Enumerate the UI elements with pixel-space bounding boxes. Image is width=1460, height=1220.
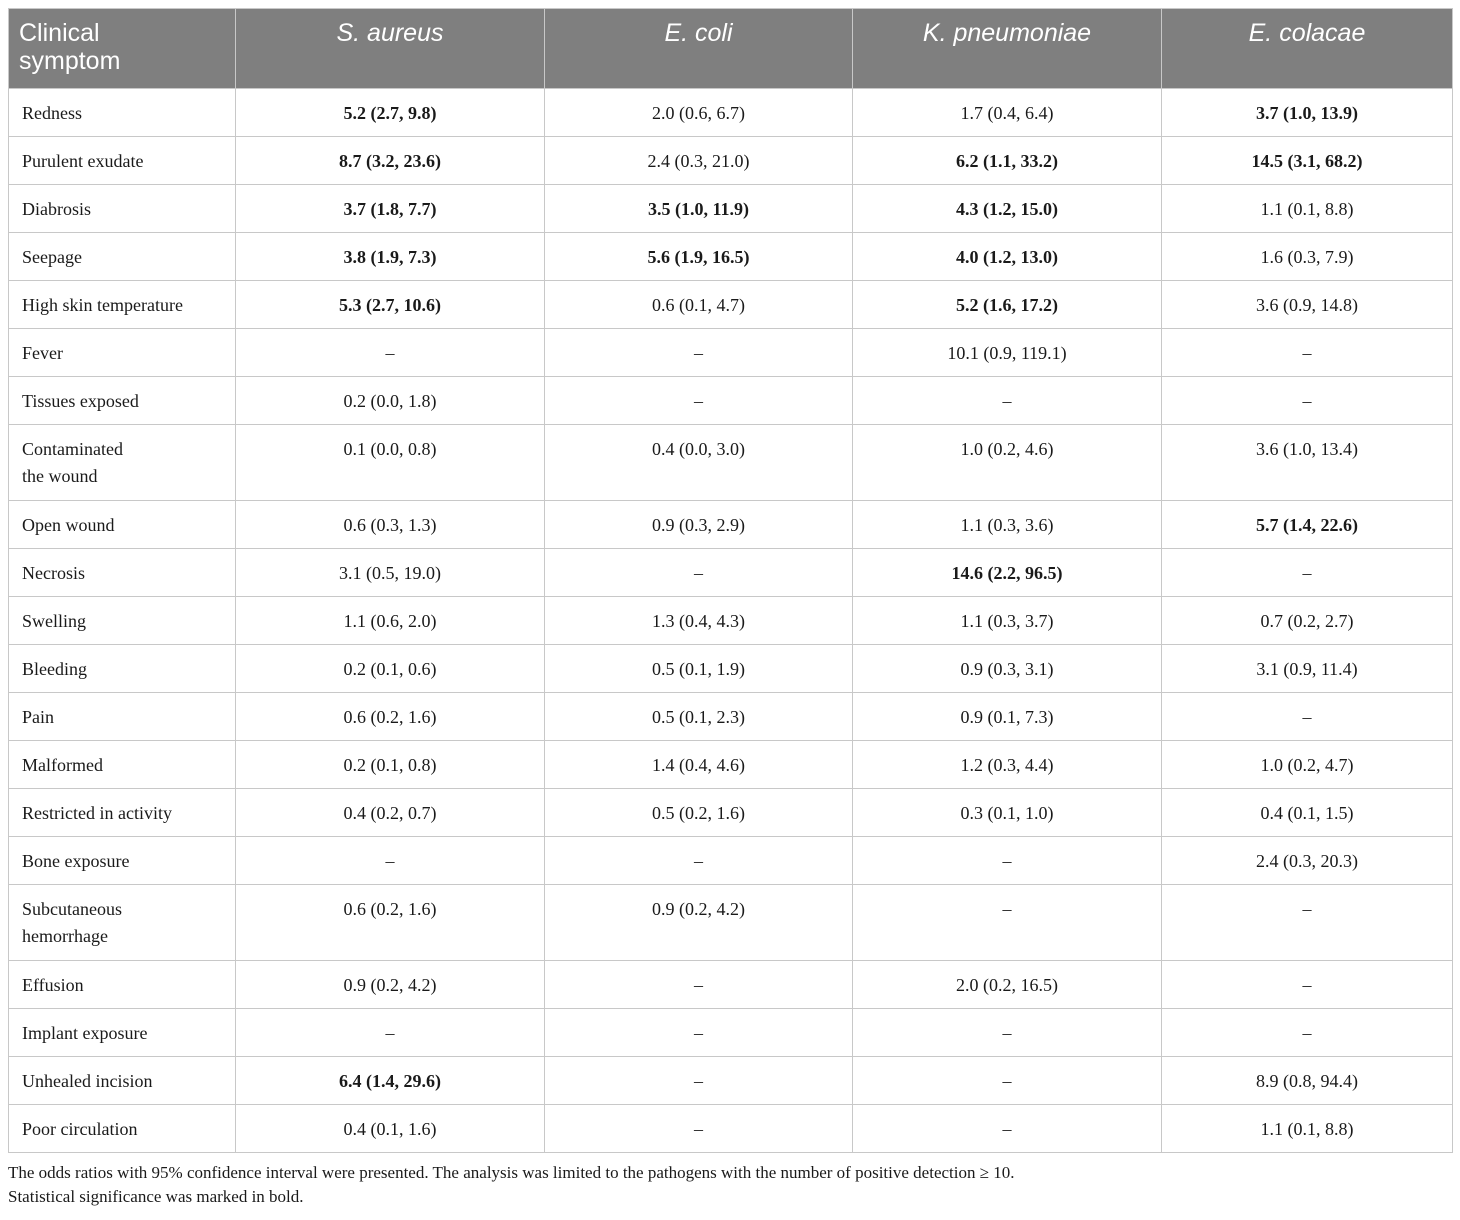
table-header	[9, 9, 1453, 89]
odds-ratio-cell: –	[1162, 329, 1453, 377]
odds-ratio-cell: –	[545, 961, 853, 1009]
odds-ratio-cell: 1.7 (0.4, 6.4)	[853, 89, 1162, 137]
odds-ratio-cell: 5.7 (1.4, 22.6)	[1162, 501, 1453, 549]
symptom-label: Poor circulation	[9, 1105, 236, 1153]
odds-ratio-cell: –	[1162, 377, 1453, 425]
table-row	[9, 425, 1453, 501]
header-k-pneumoniae-label: K. pneumoniae	[922, 19, 1092, 47]
odds-ratio-cell: 0.3 (0.1, 1.0)	[853, 789, 1162, 837]
table-row	[9, 281, 1453, 329]
odds-ratio-cell: 0.9 (0.2, 4.2)	[236, 961, 545, 1009]
odds-ratio-cell: 0.5 (0.1, 2.3)	[545, 693, 853, 741]
symptom-label: Implant exposure	[9, 1009, 236, 1057]
symptom-label: Subcutaneous hemorrhage	[9, 885, 236, 961]
header-e-colacae	[1162, 9, 1453, 89]
odds-ratio-cell: 2.4 (0.3, 20.3)	[1162, 837, 1453, 885]
odds-ratio-cell: 0.2 (0.1, 0.8)	[236, 741, 545, 789]
odds-ratio-cell: 6.2 (1.1, 33.2)	[853, 137, 1162, 185]
table-row	[9, 233, 1453, 281]
odds-ratio-cell: –	[545, 1057, 853, 1105]
odds-ratio-cell: –	[236, 1009, 545, 1057]
header-k-pneumoniae	[853, 9, 1162, 89]
odds-ratio-cell: 5.3 (2.7, 10.6)	[236, 281, 545, 329]
odds-ratio-cell: –	[1162, 961, 1453, 1009]
odds-ratio-cell: 0.7 (0.2, 2.7)	[1162, 597, 1453, 645]
odds-ratio-cell: –	[545, 549, 853, 597]
odds-ratio-cell: 1.1 (0.6, 2.0)	[236, 597, 545, 645]
odds-ratio-cell: –	[545, 377, 853, 425]
table-row	[9, 741, 1453, 789]
odds-ratio-cell: –	[545, 1009, 853, 1057]
odds-ratio-cell: 1.6 (0.3, 7.9)	[1162, 233, 1453, 281]
odds-ratio-cell: –	[236, 329, 545, 377]
odds-ratio-cell: 0.6 (0.2, 1.6)	[236, 693, 545, 741]
odds-ratio-cell: 0.4 (0.1, 1.5)	[1162, 789, 1453, 837]
odds-ratio-cell: 3.1 (0.5, 19.0)	[236, 549, 545, 597]
odds-ratio-cell: 1.2 (0.3, 4.4)	[853, 741, 1162, 789]
odds-ratio-cell: –	[853, 885, 1162, 961]
table-row	[9, 549, 1453, 597]
odds-ratio-cell: –	[853, 1057, 1162, 1105]
symptom-label: High skin temperature	[9, 281, 236, 329]
odds-ratio-cell: –	[853, 377, 1162, 425]
odds-ratio-cell: 0.9 (0.3, 2.9)	[545, 501, 853, 549]
table-body	[9, 89, 1453, 1153]
odds-ratio-cell: 3.5 (1.0, 11.9)	[545, 185, 853, 233]
footnote-odds-ratios: The odds ratios with 95% confidence interval were presented. The analysis was limited to the pathogens with the number of positive detection ≥ 10.	[8, 1163, 1015, 1182]
odds-ratio-cell: 0.9 (0.3, 3.1)	[853, 645, 1162, 693]
odds-ratio-cell: 8.9 (0.8, 94.4)	[1162, 1057, 1453, 1105]
header-clinical-symptom	[9, 9, 236, 89]
odds-ratio-cell: 0.9 (0.1, 7.3)	[853, 693, 1162, 741]
footnote-significance: Statistical significance was marked in bold.	[8, 1187, 304, 1206]
symptom-label: Bone exposure	[9, 837, 236, 885]
odds-ratio-cell: –	[545, 837, 853, 885]
odds-ratio-cell: 4.0 (1.2, 13.0)	[853, 233, 1162, 281]
header-e-colacae-label: E. colacae	[1248, 19, 1366, 47]
odds-ratio-cell: 1.1 (0.3, 3.7)	[853, 597, 1162, 645]
odds-ratio-cell: –	[853, 1105, 1162, 1153]
odds-ratio-cell: –	[545, 1105, 853, 1153]
symptom-label: Seepage	[9, 233, 236, 281]
table-row	[9, 1009, 1453, 1057]
odds-ratio-cell: 1.0 (0.2, 4.6)	[853, 425, 1162, 501]
odds-ratio-cell: 2.0 (0.2, 16.5)	[853, 961, 1162, 1009]
table-row	[9, 693, 1453, 741]
symptom-label: Diabrosis	[9, 185, 236, 233]
symptom-label: Fever	[9, 329, 236, 377]
table-row	[9, 89, 1453, 137]
symptom-label: Purulent exudate	[9, 137, 236, 185]
table-row	[9, 885, 1453, 961]
odds-ratio-cell: –	[1162, 549, 1453, 597]
odds-ratio-cell: –	[853, 837, 1162, 885]
table-row	[9, 377, 1453, 425]
table-row	[9, 597, 1453, 645]
odds-ratio-cell: 0.4 (0.1, 1.6)	[236, 1105, 545, 1153]
symptom-label: Malformed	[9, 741, 236, 789]
header-e-coli-label: E. coli	[664, 19, 733, 47]
odds-ratio-cell: –	[236, 837, 545, 885]
table-row	[9, 1057, 1453, 1105]
symptom-label: Open wound	[9, 501, 236, 549]
odds-ratio-cell: 3.6 (0.9, 14.8)	[1162, 281, 1453, 329]
table-row	[9, 837, 1453, 885]
odds-ratio-cell: 8.7 (3.2, 23.6)	[236, 137, 545, 185]
odds-ratio-cell: 3.8 (1.9, 7.3)	[236, 233, 545, 281]
symptom-label: Unhealed incision	[9, 1057, 236, 1105]
odds-ratio-cell: 1.1 (0.1, 8.8)	[1162, 185, 1453, 233]
odds-ratio-cell: 0.4 (0.2, 0.7)	[236, 789, 545, 837]
odds-ratio-cell: 0.6 (0.1, 4.7)	[545, 281, 853, 329]
header-s-aureus-label: S. aureus	[336, 19, 444, 47]
odds-ratio-cell: 0.5 (0.1, 1.9)	[545, 645, 853, 693]
odds-ratio-cell: –	[853, 1009, 1162, 1057]
odds-ratio-cell: 5.6 (1.9, 16.5)	[545, 233, 853, 281]
odds-ratio-cell: 0.1 (0.0, 0.8)	[236, 425, 545, 501]
symptom-label: Redness	[9, 89, 236, 137]
odds-ratio-cell: 3.7 (1.8, 7.7)	[236, 185, 545, 233]
odds-ratio-table	[8, 8, 1453, 1153]
symptom-label: Pain	[9, 693, 236, 741]
table-container	[8, 8, 1452, 1209]
symptom-label: Effusion	[9, 961, 236, 1009]
odds-ratio-cell: 5.2 (1.6, 17.2)	[853, 281, 1162, 329]
odds-ratio-cell: 14.5 (3.1, 68.2)	[1162, 137, 1453, 185]
odds-ratio-cell: 14.6 (2.2, 96.5)	[853, 549, 1162, 597]
header-s-aureus	[236, 9, 545, 89]
odds-ratio-cell: 5.2 (2.7, 9.8)	[236, 89, 545, 137]
odds-ratio-cell: 1.0 (0.2, 4.7)	[1162, 741, 1453, 789]
header-clinical-symptom-label: Clinical symptom	[19, 19, 121, 75]
odds-ratio-cell: 0.5 (0.2, 1.6)	[545, 789, 853, 837]
symptom-label: Tissues exposed	[9, 377, 236, 425]
odds-ratio-cell: –	[1162, 1009, 1453, 1057]
odds-ratio-cell: 0.6 (0.2, 1.6)	[236, 885, 545, 961]
odds-ratio-cell: 1.1 (0.1, 8.8)	[1162, 1105, 1453, 1153]
odds-ratio-cell: 0.2 (0.0, 1.8)	[236, 377, 545, 425]
symptom-label: Necrosis	[9, 549, 236, 597]
symptom-label: Swelling	[9, 597, 236, 645]
odds-ratio-cell: 10.1 (0.9, 119.1)	[853, 329, 1162, 377]
header-e-coli	[545, 9, 853, 89]
odds-ratio-cell: 1.3 (0.4, 4.3)	[545, 597, 853, 645]
symptom-label: Restricted in activity	[9, 789, 236, 837]
odds-ratio-cell: –	[1162, 885, 1453, 961]
table-row	[9, 329, 1453, 377]
table-row	[9, 789, 1453, 837]
symptom-label: Contaminated the wound	[9, 425, 236, 501]
odds-ratio-cell: –	[545, 329, 853, 377]
symptom-label: Bleeding	[9, 645, 236, 693]
table-row	[9, 185, 1453, 233]
odds-ratio-cell: 2.0 (0.6, 6.7)	[545, 89, 853, 137]
odds-ratio-cell: 0.4 (0.0, 3.0)	[545, 425, 853, 501]
odds-ratio-cell: 0.9 (0.2, 4.2)	[545, 885, 853, 961]
table-row	[9, 645, 1453, 693]
odds-ratio-cell: 4.3 (1.2, 15.0)	[853, 185, 1162, 233]
odds-ratio-cell: 1.1 (0.3, 3.6)	[853, 501, 1162, 549]
odds-ratio-cell: 1.4 (0.4, 4.6)	[545, 741, 853, 789]
odds-ratio-cell: 0.6 (0.3, 1.3)	[236, 501, 545, 549]
odds-ratio-cell: 2.4 (0.3, 21.0)	[545, 137, 853, 185]
odds-ratio-cell: –	[1162, 693, 1453, 741]
table-row	[9, 961, 1453, 1009]
table-row	[9, 501, 1453, 549]
odds-ratio-cell: 0.2 (0.1, 0.6)	[236, 645, 545, 693]
odds-ratio-cell: 3.1 (0.9, 11.4)	[1162, 645, 1453, 693]
odds-ratio-cell: 3.6 (1.0, 13.4)	[1162, 425, 1453, 501]
table-row	[9, 137, 1453, 185]
header-row	[9, 9, 1453, 89]
table-row	[9, 1105, 1453, 1153]
table-footnotes	[8, 1161, 1452, 1209]
odds-ratio-cell: 3.7 (1.0, 13.9)	[1162, 89, 1453, 137]
odds-ratio-cell: 6.4 (1.4, 29.6)	[236, 1057, 545, 1105]
